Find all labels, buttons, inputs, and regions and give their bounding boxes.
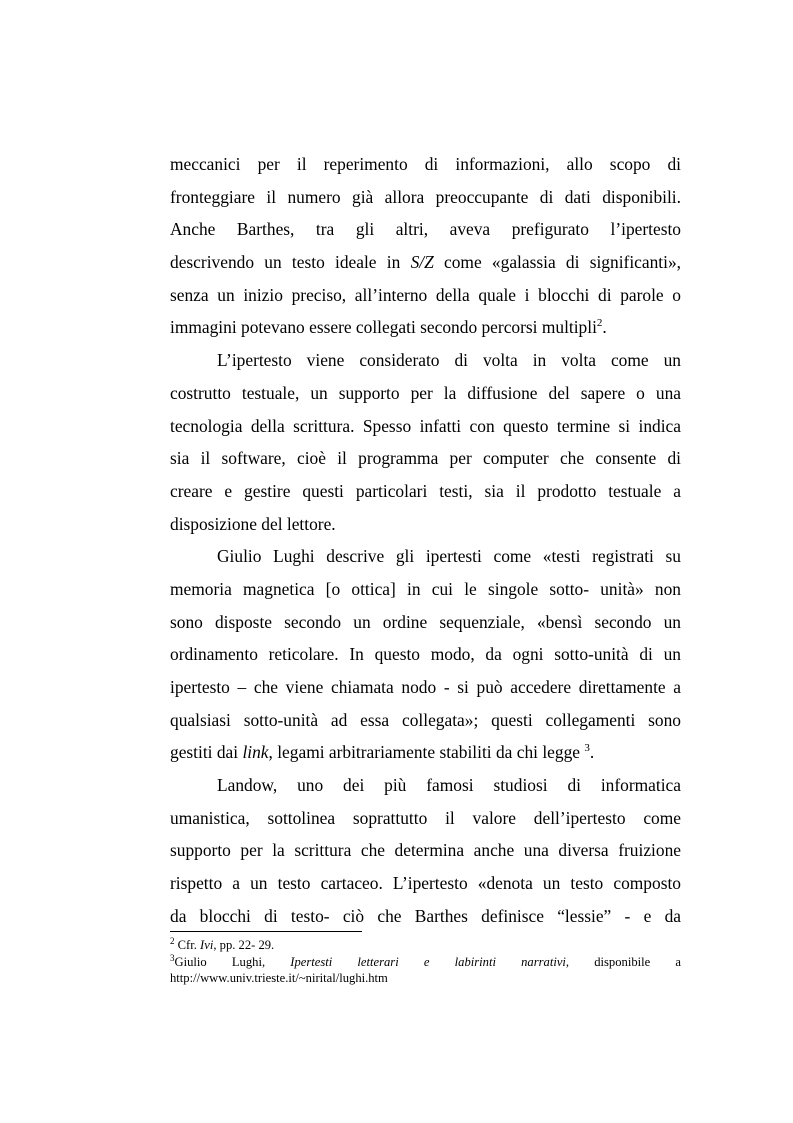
- body-line: Landow, uno dei più famosi studiosi di informatica: [217, 775, 681, 796]
- footnote-ref-2: 2: [596, 317, 603, 330]
- body-line: Anche Barthes, tra gli altri, aveva prefigurato l’ipertesto: [170, 219, 681, 240]
- footnote-ref-3: 3: [584, 742, 590, 755]
- body-line: memoria magnetica [o ottica] in cui le singole sotto- unità» non: [170, 578, 681, 599]
- body-text: [170, 148, 681, 933]
- body-line: sono disposte secondo un ordine sequenziale, «bensì secondo un: [170, 611, 681, 632]
- body-line: rispetto a un testo cartaceo. L’ipertesto «denota un testo composto: [170, 873, 681, 894]
- body-line: L’ipertesto viene considerato di volta in volta come un: [217, 350, 681, 371]
- body-line: creare e gestire questi particolari testi, sia il prodotto testuale a: [170, 480, 681, 501]
- body-line: meccanici per il reperimento di informazioni, allo scopo di: [170, 154, 681, 174]
- body-line: immagini potevano essere collegati secondo percorsi multipli$^2$.: [170, 317, 607, 338]
- body-line: tecnologia della scrittura. Spesso infatti con questo termine si indica: [170, 415, 681, 436]
- footnote-separator: [170, 931, 362, 932]
- footnote-2: $^2$ Cfr. Ivi, pp. 22- 29.: [170, 936, 275, 952]
- body-line: Giulio Lughi descrive gli ipertesti come «testi registrati su: [217, 546, 681, 567]
- footnotes: [170, 937, 681, 987]
- term-link: link: [242, 742, 269, 763]
- body-line: fronteggiare il numero già allora preoccupante di dati disponibili.: [170, 186, 681, 207]
- body-line: disposizione del lettore.: [170, 513, 336, 534]
- body-line: descrivendo un testo ideale in S/Z come «galassia di significanti»,: [170, 252, 681, 273]
- body-line: costrutto testuale, un supporto per la diffusione del sapere o una: [170, 382, 681, 403]
- title-sz: S/Z: [410, 252, 434, 273]
- body-line: ordinamento reticolare. In questo modo, da ogni sotto-unità di un: [170, 644, 681, 665]
- body-line: gestiti dai link, legami arbitrariamente stabiliti da chi legge $^3$.: [170, 742, 595, 763]
- body-line: umanistica, sottolinea soprattutto il valore dell’ipertesto come: [170, 807, 681, 828]
- body-line: sia il software, cioè il programma per computer che consente di: [170, 448, 681, 469]
- footnote-3: $^3$Giulio Lughi, Ipertesti letterari e labirinti narrativi, disponibile a: [170, 952, 681, 969]
- footnote-3-url[interactable]: http://www.univ.trieste.it/~nirital/lughi.htm: [170, 971, 388, 985]
- body-line: supporto per la scrittura che determina anche una diversa fruizione: [170, 840, 681, 861]
- body-line: qualsiasi sotto-unità ad essa collegata»; questi collegamenti sono: [170, 709, 681, 730]
- body-line: senza un inizio preciso, all’interno della quale i blocchi di parole o: [170, 284, 681, 305]
- body-line: ipertesto – che viene chiamata nodo - si può accedere direttamente a: [170, 677, 681, 697]
- body-line: da blocchi di testo- ciò che Barthes definisce “lessie” - e da: [170, 905, 681, 926]
